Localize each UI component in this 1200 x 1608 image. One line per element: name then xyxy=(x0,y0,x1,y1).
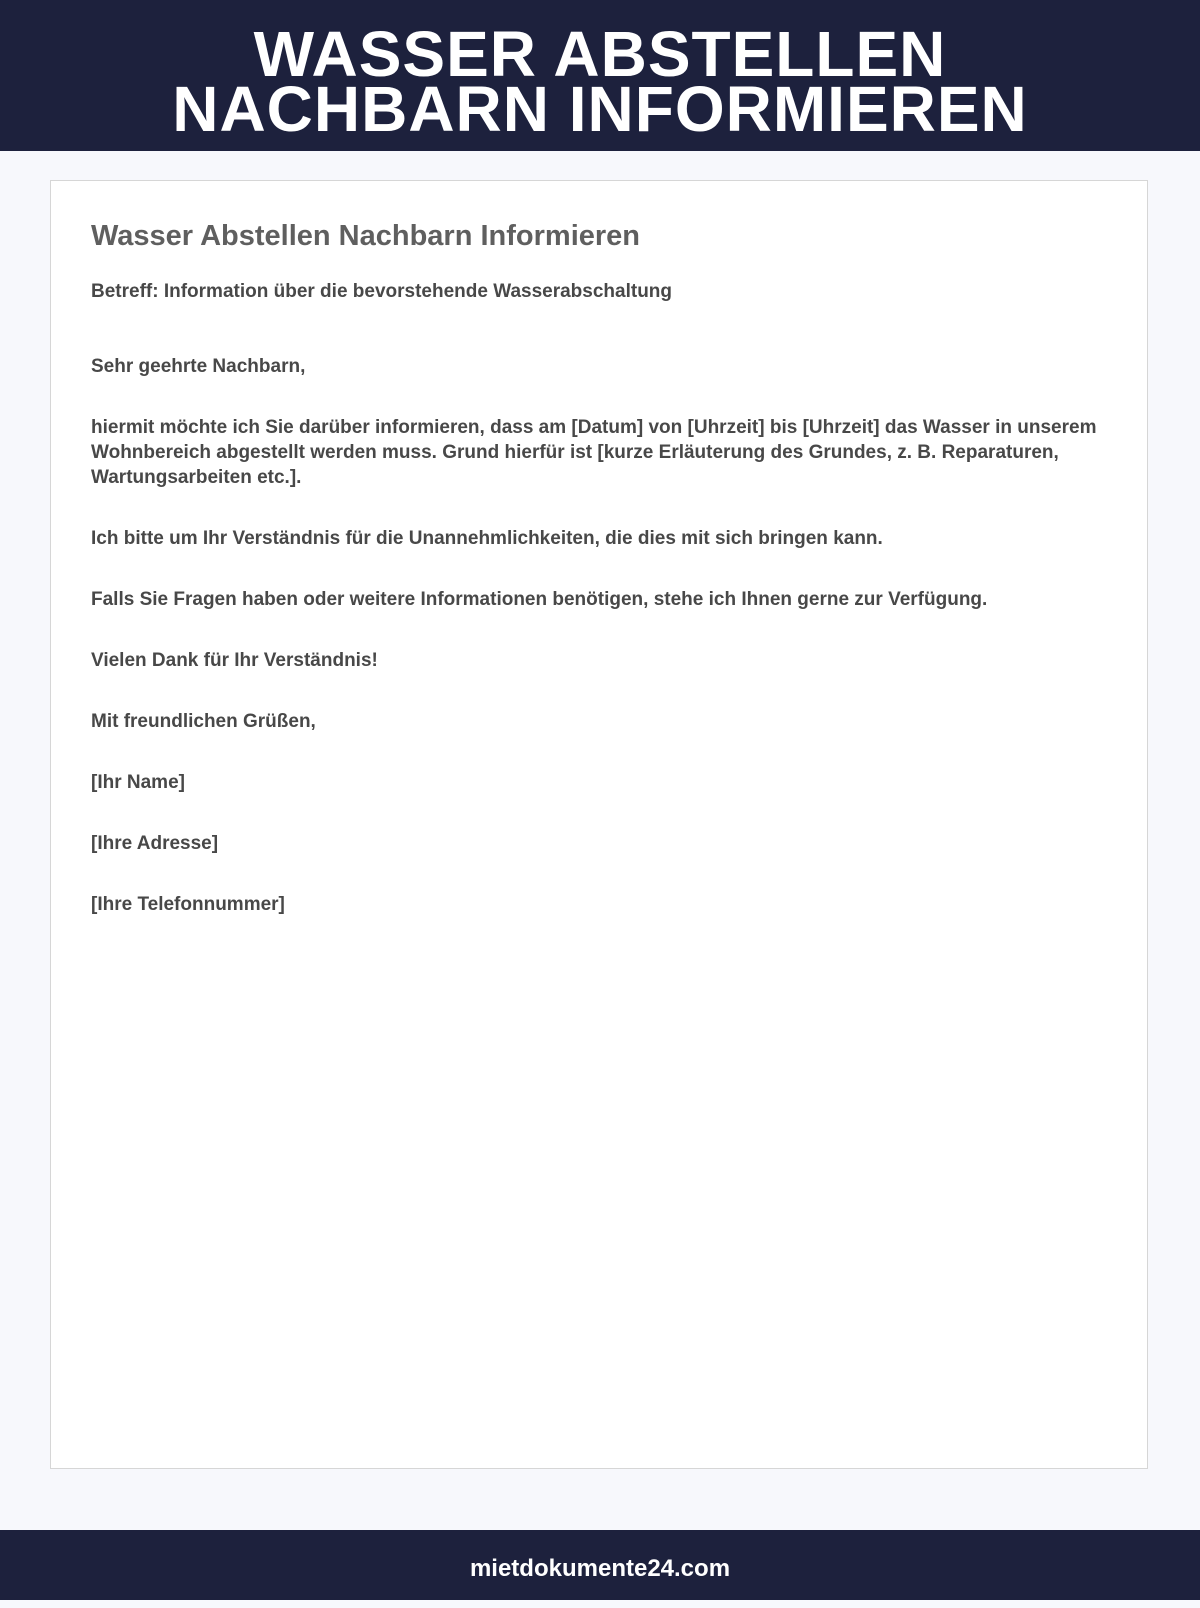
letter-paragraph-thanks: Vielen Dank für Ihr Verständnis! xyxy=(91,650,378,671)
document-title: Wasser Abstellen Nachbarn Informieren xyxy=(91,220,641,252)
signature-phone: [Ihre Telefonnummer] xyxy=(91,894,285,915)
page-footer xyxy=(0,1530,1200,1600)
letter-closing: Mit freundlichen Grüßen, xyxy=(91,711,316,732)
letter-subject: Betreff: Information über die bevorstehende Wasserabschaltung xyxy=(91,281,673,302)
header-title-line-2: NACHBARN INFORMIEREN xyxy=(172,73,1028,145)
letter-paragraph-questions: Falls Sie Fragen haben oder weitere Informationen benötigen, stehe ich Ihnen gerne zur Verfügung. xyxy=(91,589,988,610)
letter-paragraph-notice: hiermit möchte ich Sie darüber informieren, dass am [Datum] von [Uhrzeit] bis [Uhrzeit] das Wasser in unserem Wohnbereich abgestellt werden muss. Grund hierfür ist [kurze Erläuterung des Grundes, z. B. Reparaturen, Wartungsarbeiten etc.]. xyxy=(91,417,1097,488)
letter-salutation: Sehr geehrte Nachbarn, xyxy=(91,356,306,377)
page-header xyxy=(0,0,1200,151)
signature-name: [Ihr Name] xyxy=(91,772,185,793)
letter-paragraph-apology: Ich bitte um Ihr Verständnis für die Unannehmlichkeiten, die dies mit sich bringen kann. xyxy=(91,528,883,549)
footer-site-name: mietdokumente24.com xyxy=(469,1555,731,1582)
header-title-line-1: WASSER ABSTELLEN xyxy=(253,18,947,90)
letter-content xyxy=(51,181,1147,917)
letter-card xyxy=(50,180,1148,1469)
signature-address: [Ihre Adresse] xyxy=(91,833,219,854)
